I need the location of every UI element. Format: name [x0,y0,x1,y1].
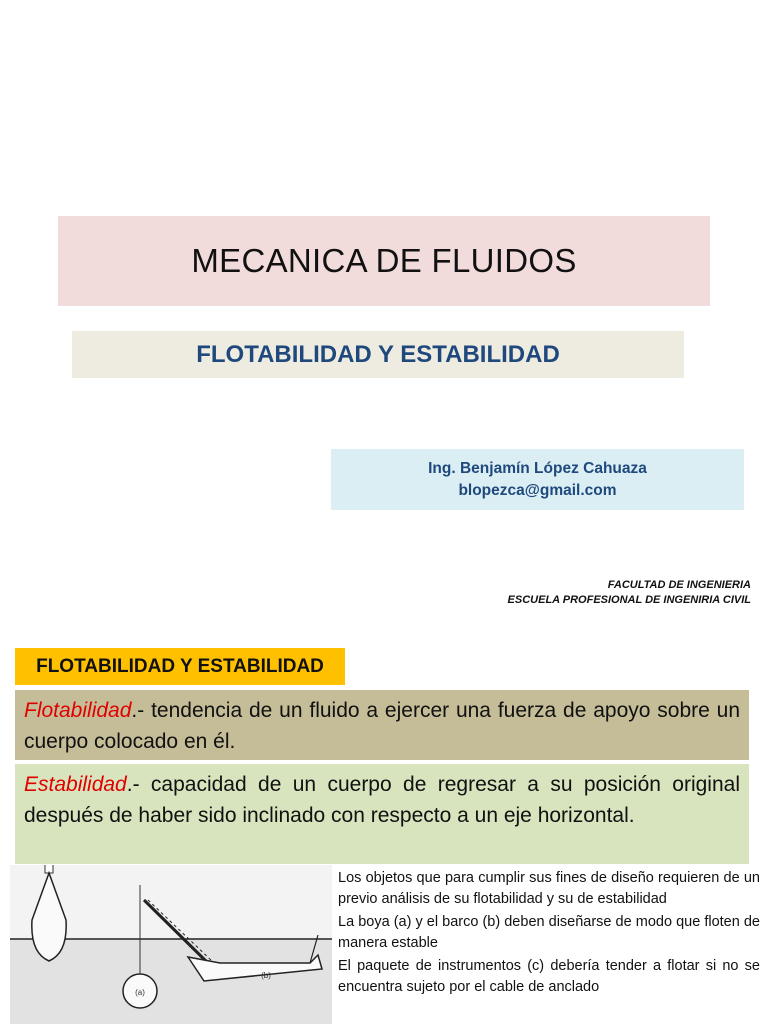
subtitle: FLOTABILIDAD Y ESTABILIDAD [196,340,560,368]
paragraph-buoy-ship: La boya (a) y el barco (b) deben diseñarse de modo que floten de manera estable [338,914,760,951]
subtitle-box [72,331,684,378]
paragraph-instrument: El paquete de instrumentos (c) debería tender a flotar si no se encuentra sujeto por el cable de anclado [338,958,760,995]
buoy-ship-figure [10,865,332,1024]
flotabilidad-definition [15,690,749,760]
label-b: (b) [261,971,271,980]
title-box [58,216,710,306]
faculty-block [508,578,751,608]
estabilidad-term: Estabilidad [24,773,127,796]
author-email: blopezca@gmail.com [458,481,617,499]
label-a: (a) [135,988,145,997]
page-title: MECANICA DE FLUIDOS [191,242,577,279]
author-box [331,449,744,510]
estabilidad-text: .- capacidad de un cuerpo de regresar a su posición original después de haber sido inclinado con respecto a un eje horizontal. [24,773,740,827]
flotabilidad-term: Flotabilidad [24,699,132,722]
heading-box [15,648,345,685]
flotabilidad-text: .- tendencia de un fluido a ejercer una fuerza de apoyo sobre un cuerpo colocado en él. [24,699,740,753]
paragraph-objects: Los objetos que para cumplir sus fines de diseño requieren de un previo análisis de su flotabilidad y su de estabilidad [338,870,760,907]
school-name: ESCUELA PROFESIONAL DE INGENIRIA CIVIL [507,594,751,606]
estabilidad-definition [15,764,749,864]
slide-heading: FLOTABILIDAD Y ESTABILIDAD [36,655,324,677]
side-text [338,868,760,1000]
faculty-name: FACULTAD DE INGENIERIA [607,579,751,591]
content-slide [0,620,768,1024]
author-name: Ing. Benjamín López Cahuaza [428,459,647,477]
